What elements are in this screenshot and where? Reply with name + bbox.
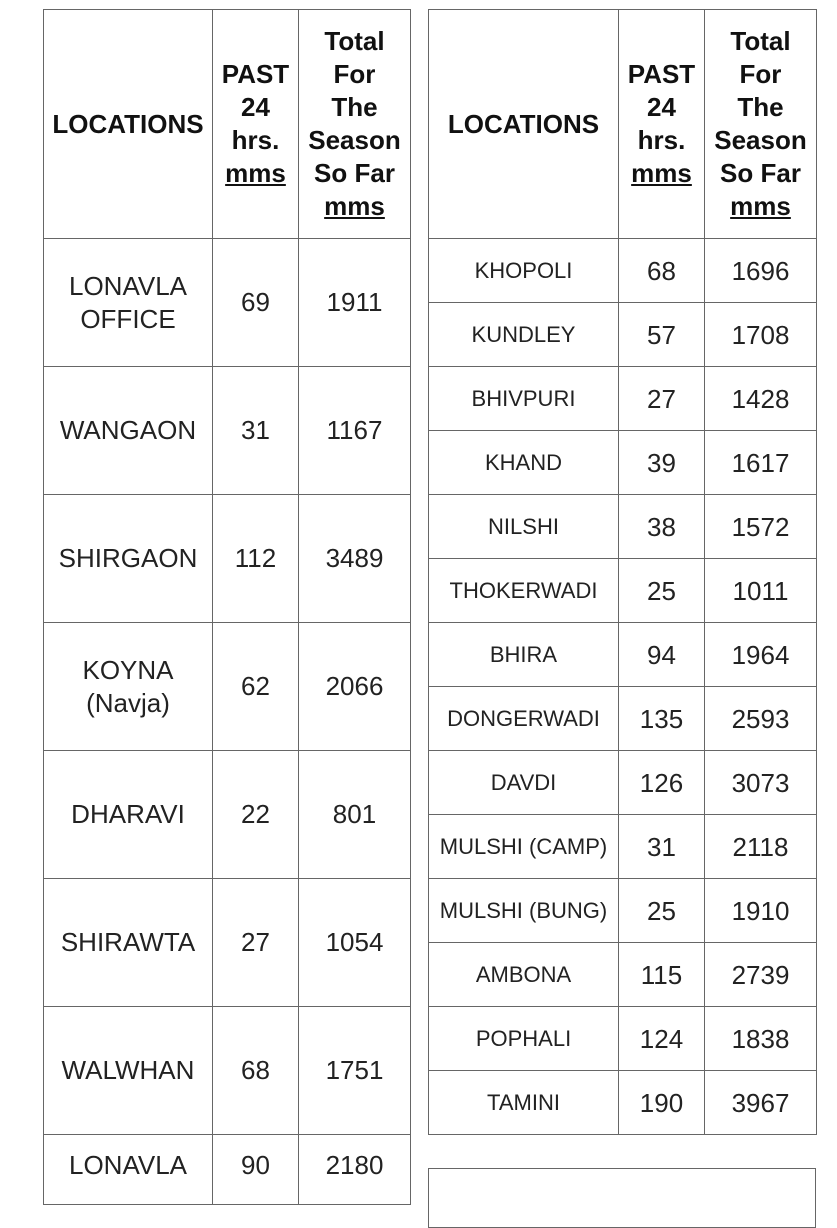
header-row bbox=[44, 10, 411, 239]
season-total-cell: 3073 bbox=[705, 751, 817, 815]
location-cell: BHIVPURI bbox=[429, 367, 619, 431]
table-row bbox=[44, 879, 411, 1007]
location-cell: DHARAVI bbox=[44, 751, 213, 879]
season-total-cell: 1911 bbox=[299, 239, 411, 367]
table-row bbox=[44, 623, 411, 751]
season-total-cell: 1572 bbox=[705, 495, 817, 559]
season-total-cell: 1011 bbox=[705, 559, 817, 623]
season-total-cell: 1838 bbox=[705, 1007, 817, 1071]
table-row bbox=[429, 559, 817, 623]
season-total-cell: 3489 bbox=[299, 495, 411, 623]
location-cell: NILSHI bbox=[429, 495, 619, 559]
season-total-cell: 1617 bbox=[705, 431, 817, 495]
past-24hrs-cell: 68 bbox=[619, 239, 705, 303]
location-cell: DAVDI bbox=[429, 751, 619, 815]
header-total-season: Total For The Season So Far mms bbox=[705, 10, 817, 239]
header-past-24hrs: PAST 24 hrs. mms bbox=[213, 10, 299, 239]
location-cell: THOKERWADI bbox=[429, 559, 619, 623]
past-24hrs-cell: 39 bbox=[619, 431, 705, 495]
season-total-cell: 1910 bbox=[705, 879, 817, 943]
table-row bbox=[429, 1007, 817, 1071]
table-row bbox=[44, 751, 411, 879]
season-total-cell: 1696 bbox=[705, 239, 817, 303]
location-cell: AMBONA bbox=[429, 943, 619, 1007]
season-total-cell: 2118 bbox=[705, 815, 817, 879]
season-total-cell: 1751 bbox=[299, 1007, 411, 1135]
table-row bbox=[429, 815, 817, 879]
table-row bbox=[429, 751, 817, 815]
table-row bbox=[429, 239, 817, 303]
location-cell: POPHALI bbox=[429, 1007, 619, 1071]
season-total-cell: 2593 bbox=[705, 687, 817, 751]
season-total-cell: 1428 bbox=[705, 367, 817, 431]
rainfall-table-right bbox=[428, 9, 817, 1135]
season-total-cell: 1964 bbox=[705, 623, 817, 687]
season-total-cell: 3967 bbox=[705, 1071, 817, 1135]
next-table-edge bbox=[428, 1168, 816, 1228]
past-24hrs-cell: 68 bbox=[213, 1007, 299, 1135]
location-cell: KUNDLEY bbox=[429, 303, 619, 367]
season-total-cell: 1054 bbox=[299, 879, 411, 1007]
location-cell: WALWHAN bbox=[44, 1007, 213, 1135]
past-24hrs-cell: 27 bbox=[213, 879, 299, 1007]
season-total-cell: 801 bbox=[299, 751, 411, 879]
location-cell: KOYNA (Navja) bbox=[44, 623, 213, 751]
location-cell: KHOPOLI bbox=[429, 239, 619, 303]
past-24hrs-cell: 25 bbox=[619, 879, 705, 943]
table-row bbox=[44, 1007, 411, 1135]
past-24hrs-cell: 135 bbox=[619, 687, 705, 751]
header-total-season: Total For The Season So Far mms bbox=[299, 10, 411, 239]
header-row bbox=[429, 10, 817, 239]
table-row bbox=[429, 879, 817, 943]
location-cell: DONGERWADI bbox=[429, 687, 619, 751]
past-24hrs-cell: 124 bbox=[619, 1007, 705, 1071]
header-locations: LOCATIONS bbox=[429, 10, 619, 239]
table-row bbox=[429, 495, 817, 559]
location-cell: MULSHI (BUNG) bbox=[429, 879, 619, 943]
table-row bbox=[429, 687, 817, 751]
table-row bbox=[44, 495, 411, 623]
past-24hrs-cell: 94 bbox=[619, 623, 705, 687]
header-locations: LOCATIONS bbox=[44, 10, 213, 239]
past-24hrs-cell: 31 bbox=[213, 367, 299, 495]
past-24hrs-cell: 112 bbox=[213, 495, 299, 623]
location-cell: KHAND bbox=[429, 431, 619, 495]
rainfall-table-left bbox=[43, 9, 411, 1205]
past-24hrs-cell: 62 bbox=[213, 623, 299, 751]
location-cell: LONAVLA bbox=[44, 1135, 213, 1205]
table-row bbox=[429, 367, 817, 431]
table-row bbox=[429, 1071, 817, 1135]
past-24hrs-cell: 126 bbox=[619, 751, 705, 815]
past-24hrs-cell: 22 bbox=[213, 751, 299, 879]
past-24hrs-cell: 57 bbox=[619, 303, 705, 367]
location-cell: WANGAON bbox=[44, 367, 213, 495]
season-total-cell: 1167 bbox=[299, 367, 411, 495]
table-row bbox=[44, 367, 411, 495]
location-cell: TAMINI bbox=[429, 1071, 619, 1135]
location-cell: BHIRA bbox=[429, 623, 619, 687]
location-cell: SHIRGAON bbox=[44, 495, 213, 623]
location-cell: LONAVLA OFFICE bbox=[44, 239, 213, 367]
past-24hrs-cell: 69 bbox=[213, 239, 299, 367]
header-past-24hrs: PAST 24 hrs. mms bbox=[619, 10, 705, 239]
past-24hrs-cell: 25 bbox=[619, 559, 705, 623]
season-total-cell: 2180 bbox=[299, 1135, 411, 1205]
table-row bbox=[44, 1135, 411, 1205]
table-row bbox=[44, 239, 411, 367]
past-24hrs-cell: 38 bbox=[619, 495, 705, 559]
past-24hrs-cell: 115 bbox=[619, 943, 705, 1007]
table-row bbox=[429, 431, 817, 495]
past-24hrs-cell: 190 bbox=[619, 1071, 705, 1135]
location-cell: MULSHI (CAMP) bbox=[429, 815, 619, 879]
past-24hrs-cell: 90 bbox=[213, 1135, 299, 1205]
table-row bbox=[429, 943, 817, 1007]
season-total-cell: 1708 bbox=[705, 303, 817, 367]
season-total-cell: 2066 bbox=[299, 623, 411, 751]
season-total-cell: 2739 bbox=[705, 943, 817, 1007]
table-row bbox=[429, 303, 817, 367]
location-cell: SHIRAWTA bbox=[44, 879, 213, 1007]
table-row bbox=[429, 623, 817, 687]
past-24hrs-cell: 31 bbox=[619, 815, 705, 879]
past-24hrs-cell: 27 bbox=[619, 367, 705, 431]
